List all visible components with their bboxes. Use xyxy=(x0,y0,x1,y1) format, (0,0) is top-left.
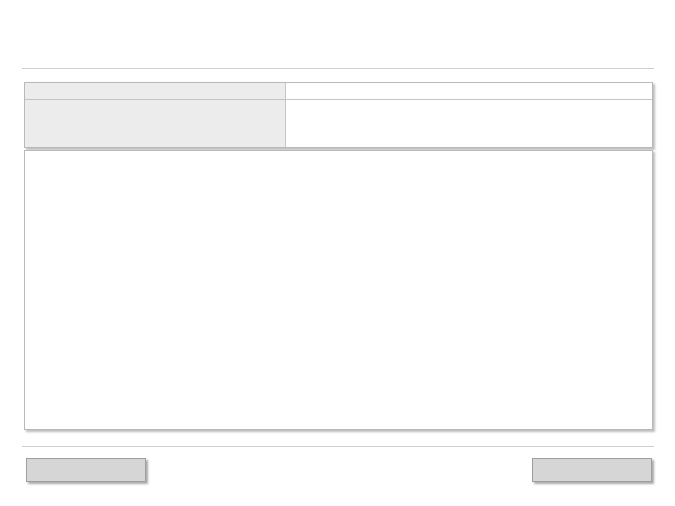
company-logo xyxy=(532,458,652,482)
role-options xyxy=(286,100,652,147)
role-row xyxy=(25,100,652,147)
project-logo xyxy=(26,458,146,482)
footer-divider xyxy=(22,446,654,447)
project-name-label xyxy=(25,83,286,99)
title-divider xyxy=(22,68,654,69)
project-name-field[interactable] xyxy=(286,83,652,99)
project-info-box xyxy=(24,82,653,148)
questions-box xyxy=(24,150,653,430)
role-label xyxy=(25,100,286,147)
project-name-row xyxy=(25,83,652,100)
